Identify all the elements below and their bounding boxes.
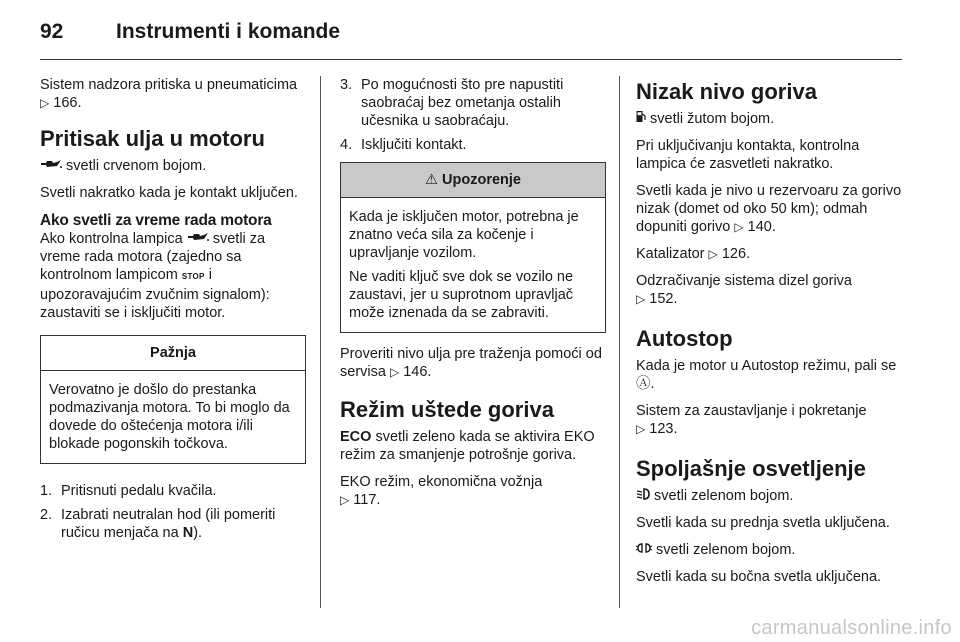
ref-arrow-icon: ▷ bbox=[40, 96, 50, 110]
eco-reference: EKO režim, ekonomična vožnja ▷ 117. bbox=[340, 474, 543, 508]
stop-start-reference: Sistem za zaustavljanje i pokretanje ▷ 123. bbox=[636, 403, 867, 437]
watermark: carmanualsonline.info bbox=[751, 617, 952, 639]
heading-autostop: Autostop bbox=[636, 326, 733, 351]
notice-text: Verovatno je došlo do prestanka podmazivanja motora. To bi moglo da dovede do oštećenja motora i/ili blokade pogonskih točkova. bbox=[49, 382, 290, 452]
fuel-reserve: Svetli kada je nivo u rezervoaru za gorivo nizak (domet od oko 50 km); odmah dopuniti gorivo ▷ 140. bbox=[636, 183, 902, 235]
side-light-icon bbox=[636, 542, 656, 558]
list-item: 4. Isključiti kontakt. bbox=[340, 137, 467, 153]
autostop-icon: Ⓐ bbox=[636, 376, 651, 392]
catalyst-reference: Katalizator ▷ 126. bbox=[636, 246, 751, 262]
autostop-text: Kada je motor u Autostop režimu, pali se Ⓐ. bbox=[636, 358, 897, 392]
column-2 bbox=[340, 76, 606, 518]
side-light-text: Svetli kada su bočna svetla uključena. bbox=[636, 569, 882, 585]
page-number: 92 bbox=[40, 20, 64, 43]
ref-arrow-icon: ▷ bbox=[734, 220, 744, 234]
ref-arrow-icon: ▷ bbox=[340, 493, 350, 507]
tpms-reference: Sistem nadzora pritiska u pneumaticima ▷ 166. bbox=[40, 77, 298, 111]
low-beam-icon bbox=[636, 488, 654, 504]
warning-text-1: Kada je isključen motor, potrebna je znatno veća sila za kočenje i upravljanje vozilom. bbox=[349, 209, 579, 261]
steps-list-continued bbox=[340, 76, 606, 154]
fuel-brief: Pri uključivanju kontakta, kontrolna lampica će zasvetleti nakratko. bbox=[636, 138, 860, 172]
ref-arrow-icon: ▷ bbox=[389, 365, 400, 379]
list-item: 1. Pritisnuti pedalu kvačila. bbox=[40, 483, 217, 499]
oil-pressure-icon bbox=[187, 231, 213, 247]
column-3 bbox=[636, 76, 902, 586]
eco-text: ECO svetli zeleno kada se aktivira EKO režim za smanjenje potrošnje goriva. bbox=[340, 429, 595, 463]
list-item: 2. Izabrati neutralan hod (ili pomeriti ručicu menjača na N). bbox=[40, 507, 276, 541]
notice-box bbox=[40, 335, 306, 464]
oil-running-instructions: Ako kontrolna lampica svetli za vreme rada motora (zajedno sa kontrolnom lampicom STOP i upozoravajućim zvučnim signalom): zaustaviti se i isključiti motor. bbox=[40, 231, 270, 321]
warning-header bbox=[341, 163, 605, 198]
ref-arrow-icon: ▷ bbox=[636, 292, 646, 306]
column-1 bbox=[40, 76, 306, 548]
warning-triangle-icon: ⚠ bbox=[425, 172, 438, 188]
warning-title: Upozorenje bbox=[442, 172, 521, 188]
side-light-color: svetli zelenom bojom. bbox=[636, 541, 902, 559]
ref-arrow-icon: ▷ bbox=[636, 422, 646, 436]
eco-icon: ECO bbox=[340, 429, 372, 445]
diesel-bleed-reference: Odzračivanje sistema dizel goriva ▷ 152. bbox=[636, 273, 852, 307]
ref-arrow-icon: ▷ bbox=[708, 247, 718, 261]
heading-oil-pressure: Pritisak ulja u motoru bbox=[40, 126, 265, 151]
header-rule bbox=[40, 59, 902, 60]
stop-icon: STOP bbox=[181, 272, 205, 281]
fuel-pump-icon bbox=[636, 111, 650, 127]
list-item: 3. Po mogućnosti što pre napustiti saobraćaj bez ometanja ostalih učesnika u saobraćaju. bbox=[340, 77, 564, 129]
warning-text-2: Ne vaditi ključ sve dok se vozilo ne zaustavi, jer u suprotnom upravljač može iznenada da se zabraviti. bbox=[349, 269, 574, 321]
column-divider-2 bbox=[619, 76, 620, 608]
oil-light-brief: Svetli nakratko kada je kontakt uključen. bbox=[40, 185, 298, 201]
notice-title: Pažnja bbox=[41, 336, 305, 371]
low-beam-text: Svetli kada su prednja svetla uključena. bbox=[636, 515, 890, 531]
heading-low-fuel: Nizak nivo goriva bbox=[636, 79, 817, 104]
heading-while-running: Ako svetli za vreme rada motora bbox=[40, 212, 272, 229]
oil-light-color: svetli crvenom bojom. bbox=[40, 157, 306, 175]
low-beam-color: svetli zelenom bojom. bbox=[636, 487, 902, 505]
heading-exterior-lights: Spoljašnje osvetljenje bbox=[636, 456, 866, 481]
oil-pressure-icon bbox=[40, 158, 66, 174]
column-divider-1 bbox=[320, 76, 321, 608]
page-title: Instrumenti i komande bbox=[116, 20, 341, 43]
check-oil-text: Proveriti nivo ulja pre traženja pomoći od servisa ▷ 146. bbox=[340, 346, 602, 380]
warning-box bbox=[340, 162, 606, 333]
fuel-light-color: svetli žutom bojom. bbox=[636, 110, 902, 128]
heading-eco: Režim uštede goriva bbox=[340, 397, 554, 422]
steps-list bbox=[40, 482, 306, 542]
